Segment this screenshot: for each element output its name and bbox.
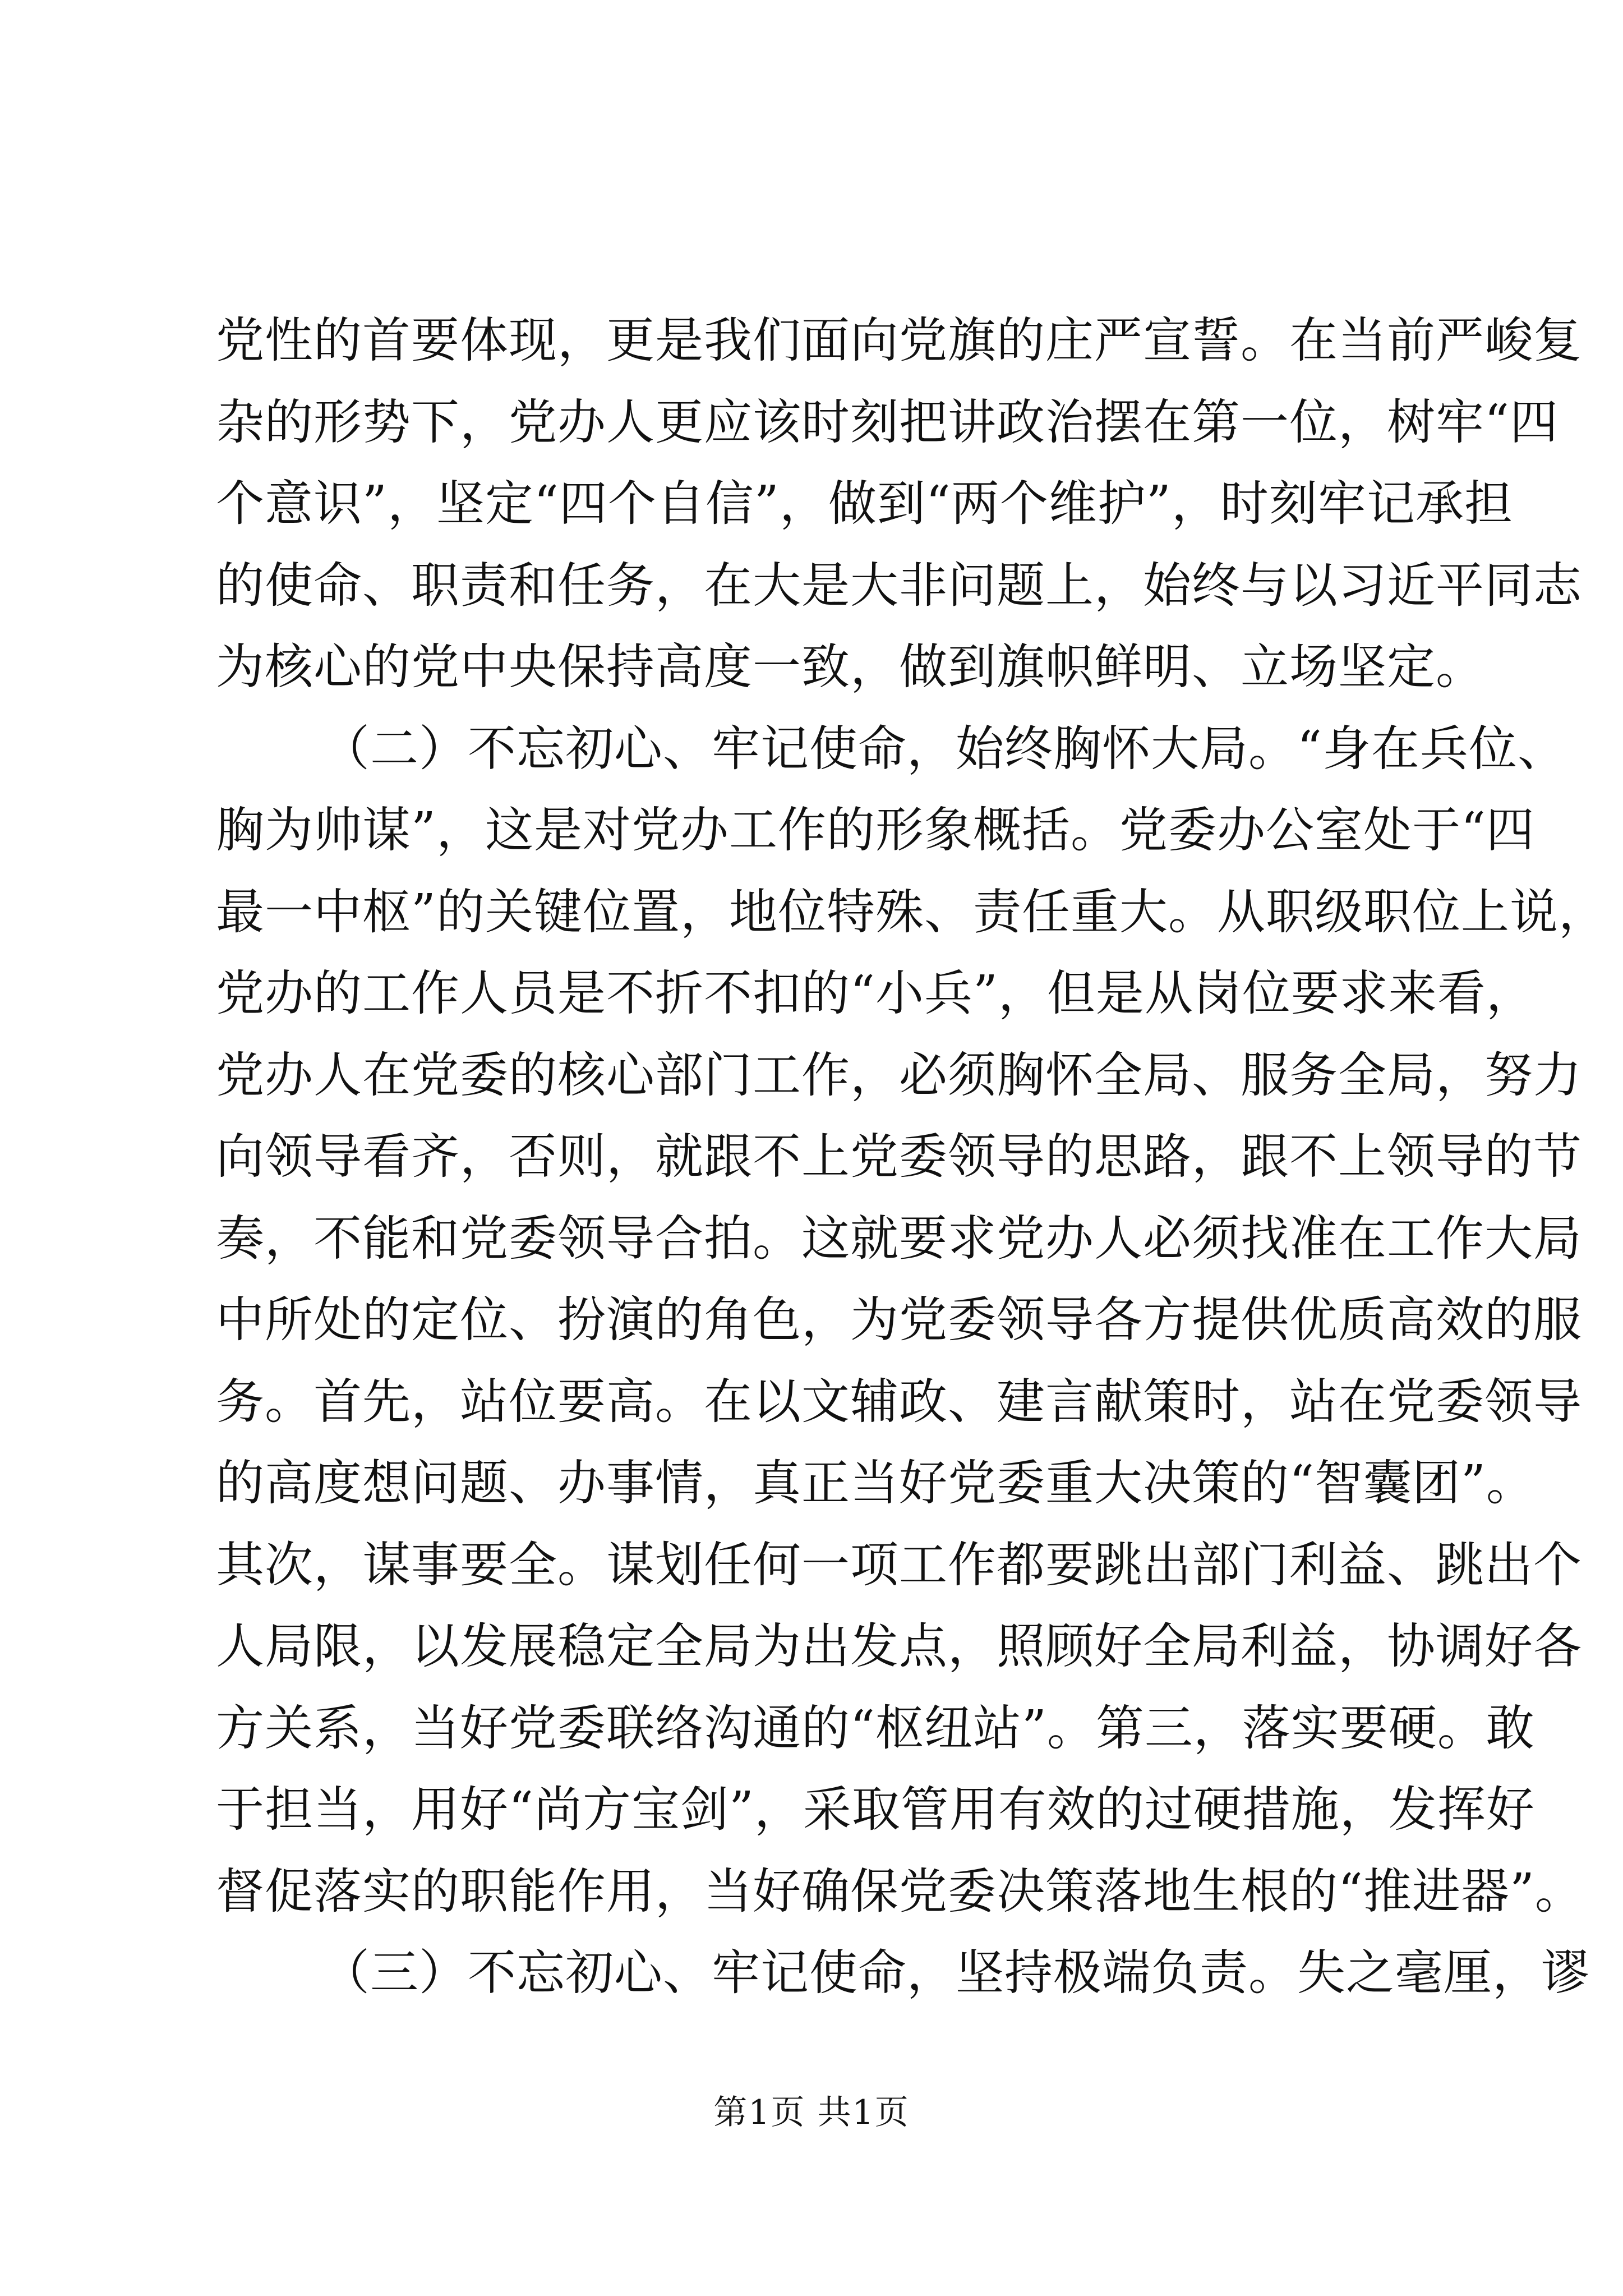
text-line: 的高度想问题、办事情，真正当好党委重大决策的“智囊团”。 [216,1455,1535,1511]
text-line: 中所处的定位、扮演的角色，为党委领导各方提供优质高效的服 [216,1292,1582,1348]
paragraph-start-line: （三）不忘初心、牢记使命，坚持极端负责。失之毫厘，谬 [321,1945,1590,2001]
text-line: 奏，不能和党委领导合拍。这就要求党办人必须找准在工作大局 [216,1210,1582,1267]
text-line: 督促落实的职能作用，当好确保党委决策落地生根的“推进器”。 [216,1863,1584,1920]
text-line: 向领导看齐，否则，就跟不上党委领导的思路，跟不上领导的节 [216,1129,1582,1185]
text-line: 最一中枢”的关键位置，地位特殊、责任重大。从职级职位上说， [216,884,1607,940]
text-line: 方关系，当好党委联络沟通的“枢纽站”。第三，落实要硬。敢 [216,1700,1535,1756]
text-line: 个意识”，坚定“四个自信”，做到“两个维护”，时刻牢记承担 [216,476,1513,532]
text-line: 的使命、职责和任务，在大是大非问题上，始终与以习近平同志 [216,557,1582,614]
text-line: 党性的首要体现，更是我们面向党旗的庄严宣誓。在当前严峻复 [216,312,1582,369]
text-line: 其次，谋事要全。谋划任何一项工作都要跳出部门利益、跳出个 [216,1536,1582,1593]
text-line: 务。首先，站位要高。在以文辅政、建言献策时，站在党委领导 [216,1373,1582,1430]
text-line: 于担当，用好“尚方宝剑”，采取管用有效的过硬措施，发挥好 [216,1782,1535,1838]
text-line: 杂的形势下，党办人更应该时刻把讲政治摆在第一位，树牢“四 [216,394,1559,450]
text-line: 为核心的党中央保持高度一致，做到旗帜鲜明、立场坚定。 [216,639,1484,695]
text-line: 胸为帅谋”，这是对党办工作的形象概括。党委办公室处于“四 [216,802,1535,858]
text-line: 人局限，以发展稳定全局为出发点，照顾好全局利益，协调好各 [216,1618,1582,1674]
body-text [216,300,1607,2014]
paragraph-start-line: （二）不忘初心、牢记使命，始终胸怀大局。“身在兵位、 [321,720,1566,777]
page-footer: 第1页 共1页 [713,2093,910,2132]
text-line: 党办人在党委的核心部门工作，必须胸怀全局、服务全局，努力 [216,1047,1582,1103]
text-line: 党办的工作人员是不折不扣的“小兵”，但是从岗位要求来看， [216,965,1535,1022]
